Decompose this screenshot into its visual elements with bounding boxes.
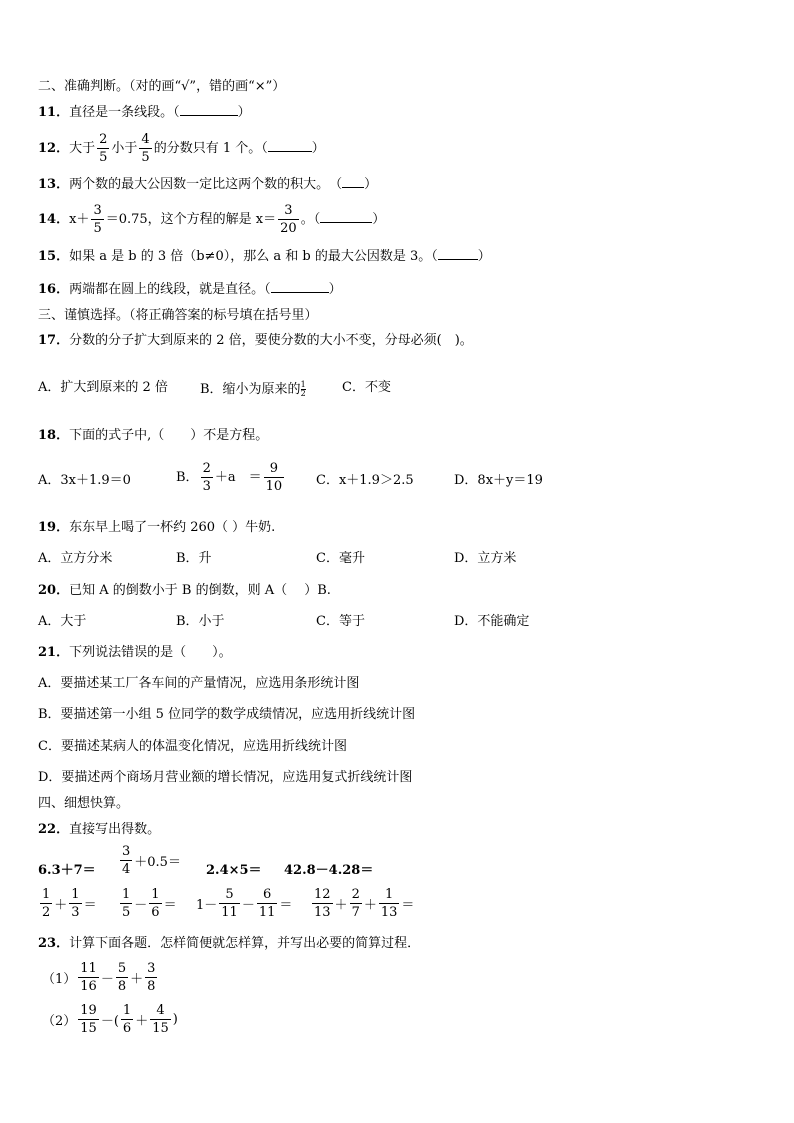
question-12: 12．大于 $\frac{2}{5}$ 小于 $\frac{4}{5}$ 的分数只有 1 个。（ ） bbox=[38, 132, 325, 165]
fraction: $\frac{2}{5}$ bbox=[99, 132, 108, 165]
option-c[interactable]: C．不变 bbox=[342, 380, 391, 395]
answer-blank[interactable] bbox=[268, 150, 312, 152]
option-d[interactable]: D．8x＋y＝19 bbox=[454, 473, 543, 488]
question-number: 13． bbox=[38, 177, 70, 192]
option-b[interactable]: B．缩小为原来的 $\frac{1}{2}$ bbox=[200, 380, 306, 398]
question-number: 15． bbox=[38, 249, 70, 264]
question-21: 21．下列说法错误的是（ ）。 bbox=[38, 645, 232, 660]
option-a[interactable]: A．立方分米 bbox=[38, 551, 113, 566]
calc-item: $\frac{12}{13}$ ＋ $\frac{2}{7}$ ＋ $\frac{1}{13}$ ＝ bbox=[314, 887, 415, 920]
section-title-judge: 二、准确判断。（对的画“√”，错的画“×”） bbox=[38, 79, 286, 94]
option-b[interactable]: B．升 bbox=[176, 551, 212, 566]
question-number: 20． bbox=[38, 583, 70, 598]
question-number: 19． bbox=[38, 520, 70, 535]
answer-blank[interactable] bbox=[342, 186, 364, 188]
option-c[interactable]: C．x＋1.9＞2.5 bbox=[316, 473, 414, 488]
answer-blank[interactable] bbox=[180, 114, 238, 116]
calc-problem-2: （2） $\frac{19}{15}$ －( $\frac{1}{6}$ ＋ $\frac{4}{15}$ ) bbox=[42, 1003, 178, 1036]
calc-problem-1: （1） $\frac{11}{16}$ － $\frac{5}{8}$ ＋ $\frac{3}{8}$ bbox=[42, 961, 156, 994]
question-23: 23．计算下面各题．怎样简便就怎样算，并写出必要的简算过程． bbox=[38, 936, 421, 951]
question-13: 13．两个数的最大公因数一定比这两个数的积大。 （ ） bbox=[38, 177, 378, 192]
question-number: 11． bbox=[38, 105, 70, 120]
question-19: 19．东东早上喝了一杯约 260（ ）牛奶. bbox=[38, 520, 276, 535]
question-14: 14．x＋ $\frac{3}{5}$ ＝0.75，这个方程的解是 x＝ $\frac{3}{20}$ 。（ ） bbox=[38, 203, 386, 236]
calc-item: $\frac{1}{2}$ ＋ $\frac{1}{3}$ ＝ bbox=[42, 887, 97, 920]
question-20: 20．已知 A 的倒数小于 B 的倒数，则 A（ ）B. bbox=[38, 583, 331, 598]
question-number: 18． bbox=[38, 428, 70, 443]
option-c[interactable]: C．等于 bbox=[316, 614, 365, 629]
question-16: 16．两端都在圆上的线段，就是直径。（ ） bbox=[38, 282, 342, 297]
fraction: $\frac{1}{2}$ bbox=[300, 380, 306, 398]
question-number: 14． bbox=[38, 212, 70, 227]
section-title-calc: 四、细想快算。 bbox=[38, 796, 130, 811]
question-number: 23． bbox=[38, 936, 70, 951]
question-number: 21． bbox=[38, 645, 70, 660]
question-22: 22．直接写出得数。 bbox=[38, 822, 161, 837]
option-d[interactable]: D．要描述两个商场月营业额的增长情况，应选用复式折线统计图 bbox=[38, 770, 413, 785]
question-text: 直径是一条线段。（ bbox=[69, 105, 180, 120]
calc-item: $\frac{1}{5}$ － $\frac{1}{6}$ ＝ bbox=[122, 887, 177, 920]
calc-item: 6.3＋7＝ bbox=[38, 863, 96, 878]
question-15: 15．如果 a 是 b 的 3 倍（b≠0），那么 a 和 b 的最大公因数是 3。（ ） bbox=[38, 249, 491, 264]
option-a[interactable]: A．大于 bbox=[38, 614, 87, 629]
question-number: 16． bbox=[38, 282, 70, 297]
fraction: $\frac{3}{20}$ bbox=[280, 203, 297, 236]
question-number: 12． bbox=[38, 141, 70, 156]
question-17: 17．分数的分子扩大到原来的 2 倍，要使分数的大小不变，分母必须( )。 bbox=[38, 333, 473, 348]
section-title-choice: 三、谨慎选择。（将正确答案的标号填在括号里） bbox=[38, 308, 318, 323]
option-a[interactable]: A．3x＋1.9＝0 bbox=[38, 473, 131, 488]
calc-item: 1－ $\frac{5}{11}$ － $\frac{6}{11}$ ＝ bbox=[196, 887, 293, 920]
calc-item: $\frac{3}{4}$ ＋0.5＝ bbox=[122, 844, 181, 877]
answer-blank[interactable] bbox=[271, 291, 329, 293]
fraction: $\frac{2}{3}$ bbox=[202, 461, 211, 494]
option-b[interactable]: B． $\frac{2}{3}$ ＋a ＝ $\frac{9}{10}$ bbox=[176, 461, 283, 494]
question-18: 18．下面的式子中,（ ）不是方程。 bbox=[38, 428, 269, 443]
option-d[interactable]: D．不能确定 bbox=[454, 614, 530, 629]
answer-blank[interactable] bbox=[438, 258, 478, 260]
fraction: $\frac{3}{5}$ bbox=[93, 203, 102, 236]
option-b[interactable]: B．小于 bbox=[176, 614, 225, 629]
fraction: $\frac{4}{5}$ bbox=[141, 132, 150, 165]
option-b[interactable]: B．要描述第一小组 5 位同学的数学成绩情况，应选用折线统计图 bbox=[38, 707, 416, 722]
calc-item: 2.4×5＝ bbox=[206, 863, 262, 878]
option-a[interactable]: A．要描述某工厂各车间的产量情况，应选用条形统计图 bbox=[38, 676, 360, 691]
calc-item: 42.8－4.28＝ bbox=[284, 863, 374, 878]
answer-blank[interactable] bbox=[320, 221, 372, 223]
option-c[interactable]: C．毫升 bbox=[316, 551, 365, 566]
question-number: 17． bbox=[38, 333, 70, 348]
question-number: 22． bbox=[38, 822, 70, 837]
question-11: 11．直径是一条线段。（ ） bbox=[38, 105, 251, 120]
option-d[interactable]: D．立方米 bbox=[454, 551, 517, 566]
fraction: $\frac{9}{10}$ bbox=[265, 461, 283, 494]
option-a[interactable]: A．扩大到原来的 2 倍 bbox=[38, 380, 168, 395]
option-c[interactable]: C．要描述某病人的体温变化情况，应选用折线统计图 bbox=[38, 739, 347, 754]
